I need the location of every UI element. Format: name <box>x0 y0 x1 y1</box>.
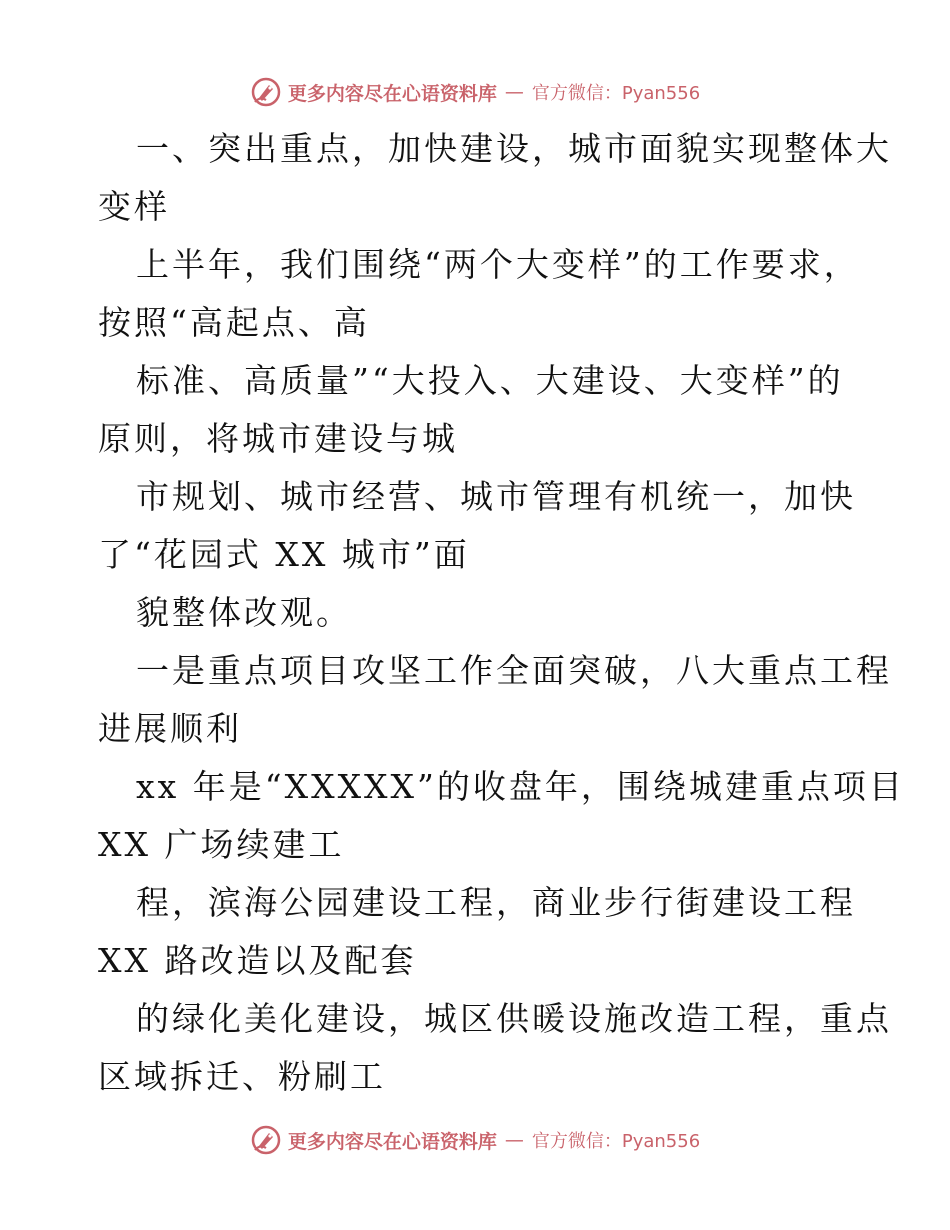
pen-nib-logo-icon <box>250 1124 282 1156</box>
text-line: 原则，将城市建设与城 <box>98 419 458 458</box>
text-line: 区域拆迁、粉刷工 <box>98 1057 386 1096</box>
text-line: 程，滨海公园建设工程，商业步行街建设工程 <box>136 883 856 922</box>
text-line: 了“花园式 XX 城市”面 <box>98 535 470 574</box>
text-line: 一、突出重点，加快建设，城市面貌实现整体大 <box>136 129 892 168</box>
text-line: xx 年是“XXXXX”的收盘年，围绕城建重点项目 <box>136 767 905 806</box>
pen-nib-logo-icon <box>250 76 282 108</box>
text-line: 变样 <box>98 187 170 226</box>
text-line: XX 路改造以及配套 <box>98 941 417 980</box>
text-line: 标准、高质量”“大投入、大建设、大变样”的 <box>136 361 844 400</box>
banner-separator: — <box>504 1129 524 1151</box>
text-line: 貌整体改观。 <box>136 593 352 632</box>
text-line: 市规划、城市经营、城市管理有机统一，加快 <box>136 477 856 516</box>
text-line: XX 广场续建工 <box>98 825 345 864</box>
text-line: 的绿化美化建设，城区供暖设施改造工程，重点 <box>136 999 892 1038</box>
banner-sub-text: 官方微信：Pyan556 <box>531 1131 701 1152</box>
header-banner <box>0 72 950 112</box>
text-line: 一是重点项目攻坚工作全面突破，八大重点工程 <box>136 651 892 690</box>
text-line: 上半年，我们围绕“两个大变样”的工作要求， <box>136 245 860 284</box>
footer-banner <box>0 1120 950 1160</box>
text-line: 进展顺利 <box>98 709 242 748</box>
document-body <box>98 120 905 1106</box>
banner-sub-text: 官方微信：Pyan556 <box>531 83 701 104</box>
text-line: 按照“高起点、高 <box>98 303 370 342</box>
banner-main-text: 更多内容尽在心语资料库 <box>287 1130 497 1153</box>
banner-separator: — <box>504 81 524 103</box>
banner-main-text: 更多内容尽在心语资料库 <box>287 82 497 105</box>
